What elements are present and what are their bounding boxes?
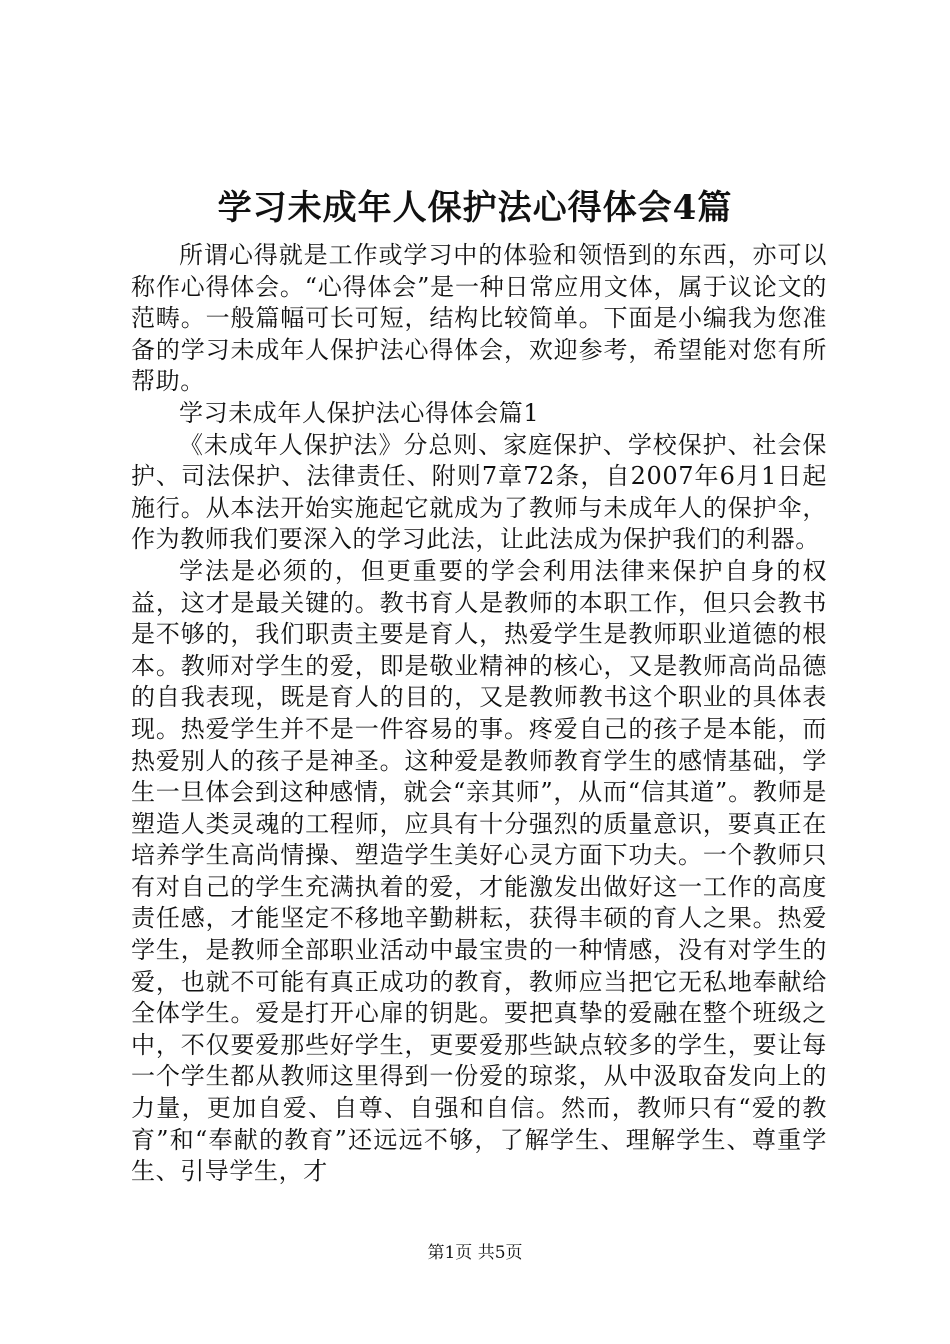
paragraph-intro: 所谓心得就是工作或学习中的体验和领悟到的东西，亦可以称作心得体会。“心得体会”是一种日常应用文体，属于议论文的范畴。一般篇幅可长可短，结构比较简单。下面是小编我为您准备的学习未成年人保护法心得体会，欢迎参考，希望能对您有所帮助。 xyxy=(131,241,827,396)
section-heading: 学习未成年人保护法心得体会篇1 xyxy=(179,398,540,427)
paragraph-teacher-love: 学法是必须的，但更重要的学会利用法律来保护自身的权益，这才是最关键的。教书育人是教师的本职工作，但只会教书是不够的，我们职责主要是育人，热爱学生是教师职业道德的根本。教师对学生的爱，即是敬业精神的核心，又是教师高尚品德的自我表现，既是育人的目的，又是教师教书这个职业的具体表现。热爱学生并不是一件容易的事。疼爱自己的孩子是本能，而热爱别人的孩子是神圣。这种爱是教师教育学生的感情基础，学生一旦体会到这种感情，就会“亲其师”，从而“信其道”。教师是塑造人类灵魂的工程师，应具有十分强烈的质量意识，要真正在培养学生高尚情操、塑造学生美好心灵方面下功夫。一个教师只有对自己的学生充满执着的爱，才能激发出做好这一工作的高度责任感，才能坚定不移地辛勤耕耘，获得丰硕的育人之果。热爱学生，是教师全部职业活动中最宝贵的一种情感，没有对学生的爱，也就不可能有真正成功的教育，教师应当把它无私地奉献给全体学生。爱是打开心扉的钥匙。要把真挚的爱融在整个班级之中，不仅要爱那些好学生，更要爱那些缺点较多的学生，要让每一个学生都从教师这里得到一份爱的琼浆，从中汲取奋发向上的力量，更加自爱、自尊、自强和自信。然而，教师只有“爱的教育”和“奉献的教育”还远远不够，了解学生、理解学生、尊重学生、引导学生，才 xyxy=(131,556,827,1186)
document-body xyxy=(131,240,827,1188)
paragraph-law-overview: 《未成年人保护法》分总则、家庭保护、学校保护、社会保护、司法保护、法律责任、附则7章72条，自2007年6月1日起施行。从本法开始实施起它就成为了教师与未成年人的保护伞，作为教师我们要深入的学习此法，让此法成为保护我们的利器。 xyxy=(131,430,827,554)
page-number: 第1页 共5页 xyxy=(427,1243,523,1263)
document-title: 学习未成年人保护法心得体会4篇 xyxy=(217,188,733,228)
